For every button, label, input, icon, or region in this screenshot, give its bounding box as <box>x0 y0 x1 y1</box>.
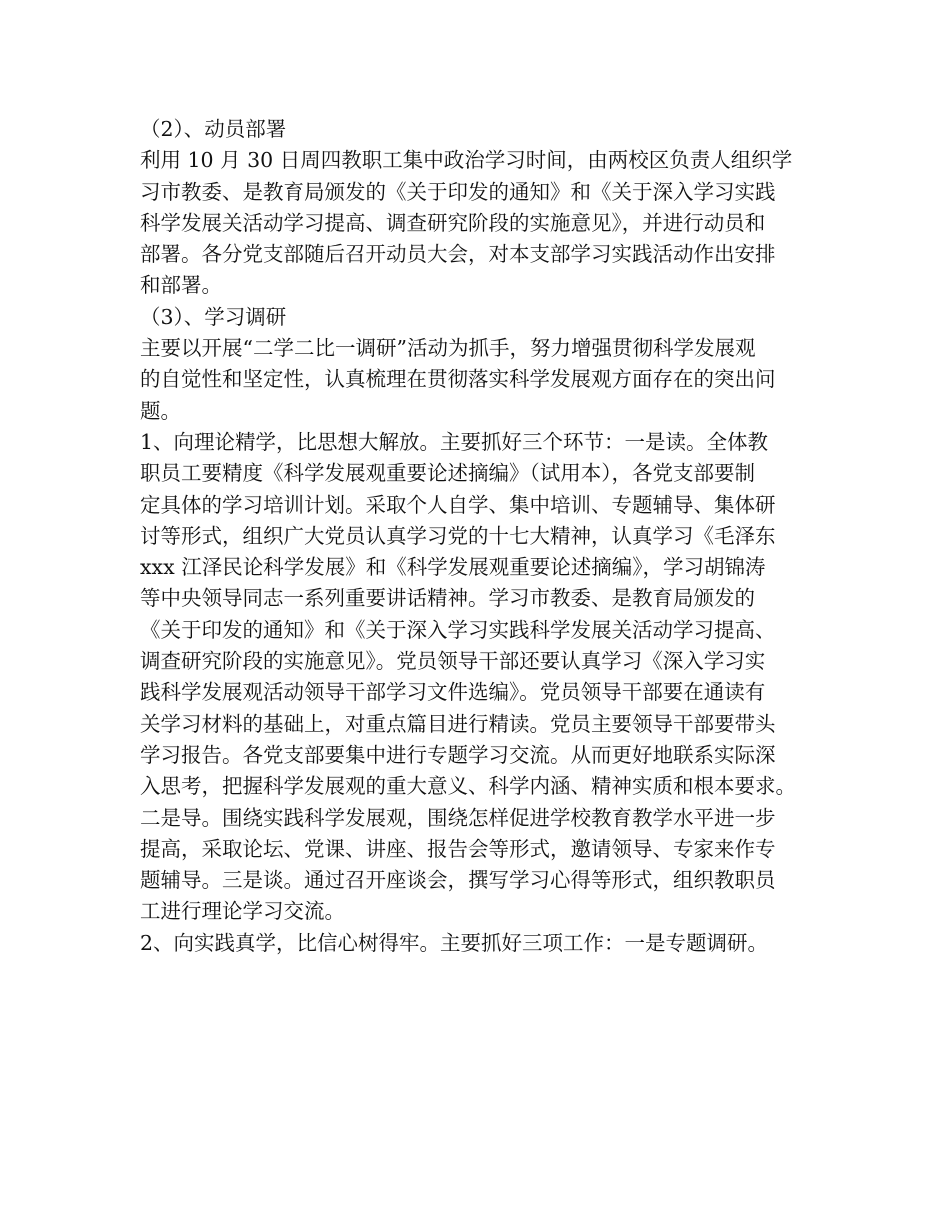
text-line: 利用 10 月 30 日周四教职工集中政治学习时间，由两校区负责人组织学 <box>140 148 793 173</box>
heading-study-research: （3）、学习调研 <box>140 304 287 329</box>
text-line: 1、向理论精学，比思想大解放。主要抓好三个环节：一是读。全体教 <box>140 429 769 454</box>
document-body <box>140 114 830 959</box>
text-line: 二是导。围绕实践科学发展观，围绕怎样促进学校教育教学水平进一步 <box>140 805 776 830</box>
text-line: 题。 <box>140 398 181 423</box>
text-line: 题辅导。三是谈。通过召开座谈会，撰写学习心得等形式，组织教职员 <box>140 868 776 893</box>
text-line: 提高，采取论坛、党课、讲座、报告会等形式，邀请领导、专家来作专 <box>140 836 776 861</box>
text-line: 讨等形式，组织广大党员认真学习党的十七大精神，认真学习《毛泽东 <box>140 523 776 548</box>
text-line: 主要以开展“二学二比一调研”活动为抓手，努力增强贯彻科学发展观 <box>140 336 756 361</box>
text-line: 工进行理论学习交流。 <box>140 899 345 924</box>
text-line: 关学习材料的基础上，对重点篇目进行精读。党员主要领导干部要带头 <box>140 711 776 736</box>
text-line: 入思考，把握科学发展观的重大意义、科学内涵、精神实质和根本要求。 <box>140 774 796 799</box>
text-line: 习市教委、是教育局颁发的《关于印发的通知》和《关于深入学习实践 <box>140 179 776 204</box>
text-line: 职员工要精度《科学发展观重要论述摘编》（试用本），各党支部要制 <box>140 461 755 486</box>
text-line: 《关于印发的通知》和《关于深入学习实践科学发展关活动学习提高、 <box>140 617 776 642</box>
text-line: 科学发展关活动学习提高、调查研究阶段的实施意见》，并进行动员和 <box>140 210 766 235</box>
text-line: 的自觉性和坚定性，认真梳理在贯彻落实科学发展观方面存在的突出问 <box>140 367 776 392</box>
text-line: 践科学发展观活动领导干部学习文件选编》。党员领导干部要在通读有 <box>140 680 766 705</box>
text-line: xxx 江泽民论科学发展》和《科学发展观重要论述摘编》，学习胡锦涛 <box>140 555 766 580</box>
text-line: 2、向实践真学，比信心树得牢。主要抓好三项工作：一是专题调研。 <box>140 930 769 955</box>
text-line: 定具体的学习培训计划。采取个人自学、集中培训、专题辅导、集体研 <box>140 492 776 517</box>
text-line: 调查研究阶段的实施意见》。党员领导干部还要认真学习《深入学习实 <box>140 649 766 674</box>
text-line: 学习报告。各党支部要集中进行专题学习交流。从而更好地联系实际深 <box>140 742 776 767</box>
text-line: 部署。各分党支部随后召开动员大会，对本支部学习实践活动作出安排 <box>140 242 776 267</box>
text-line: 和部署。 <box>140 273 222 298</box>
text-line: 等中央领导同志一系列重要讲话精神。学习市教委、是教育局颁发的 <box>140 586 755 611</box>
heading-mobilization: （2）、动员部署 <box>140 117 287 141</box>
